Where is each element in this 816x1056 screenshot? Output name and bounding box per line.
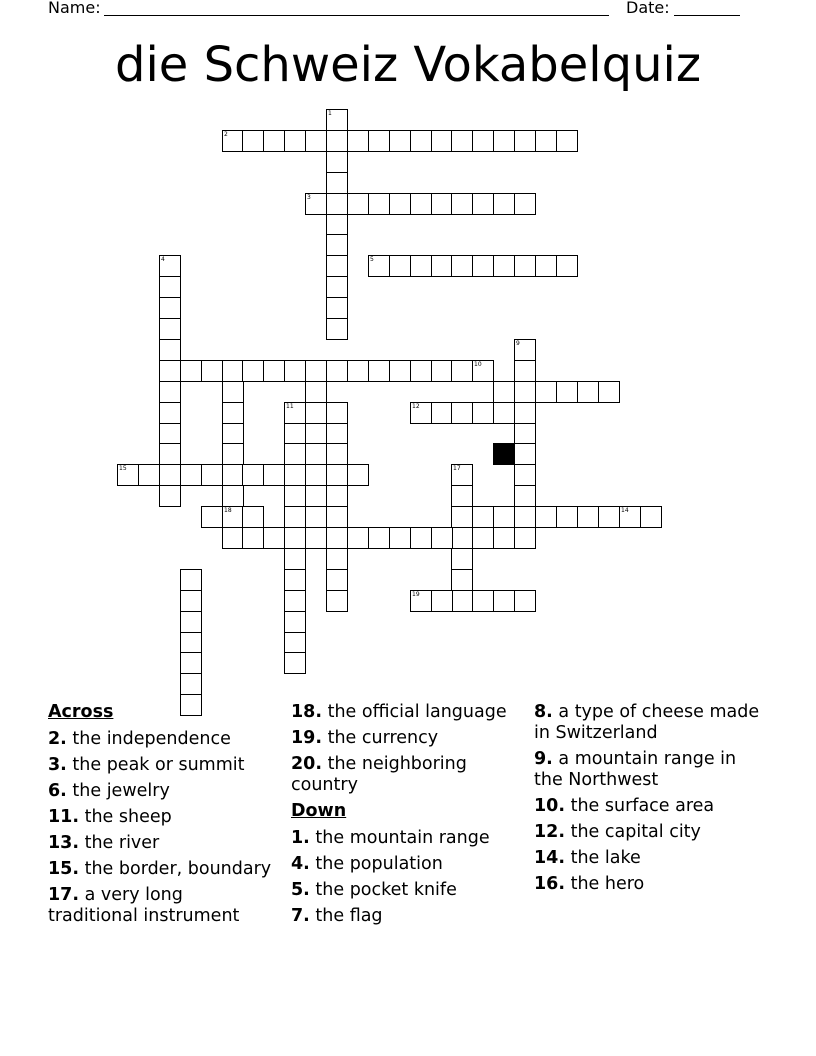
grid-cell[interactable] — [472, 506, 494, 528]
grid-cell[interactable] — [326, 548, 348, 570]
grid-cell[interactable] — [451, 464, 473, 486]
clue-number: 15. — [48, 859, 80, 879]
grid-cell[interactable] — [284, 423, 306, 445]
grid-cell[interactable] — [451, 130, 473, 152]
clue-text: the jewelry — [72, 781, 170, 801]
clue-item — [534, 822, 764, 843]
clue-number: 10. — [534, 796, 566, 816]
grid-cell[interactable] — [451, 402, 473, 424]
grid-cell[interactable] — [493, 193, 515, 215]
grid-cell[interactable] — [159, 276, 181, 298]
cell-number: 14 — [621, 507, 629, 514]
cell-number: 17 — [453, 465, 461, 472]
clue-text: the currency — [327, 728, 439, 748]
cell-number: 19 — [412, 591, 420, 598]
grid-cell[interactable] — [326, 506, 348, 528]
grid-cell[interactable] — [284, 360, 306, 382]
grid-cell[interactable] — [305, 423, 327, 445]
grid-cell[interactable] — [410, 193, 432, 215]
grid-cell[interactable] — [577, 381, 599, 403]
grid-cell[interactable] — [619, 506, 641, 528]
grid-cell[interactable] — [556, 506, 578, 528]
clue-text: the mountain range — [315, 828, 490, 848]
clue-number: 20. — [291, 754, 323, 774]
clue-text: the peak or summit — [72, 755, 245, 775]
grid-cell[interactable] — [326, 360, 348, 382]
grid-cell[interactable] — [514, 485, 536, 507]
grid-cell[interactable] — [159, 339, 181, 361]
clue-item — [534, 749, 764, 791]
grid-cell[interactable] — [284, 590, 306, 612]
clue-text: a very long traditional instrument — [48, 885, 240, 926]
grid-cell[interactable] — [431, 590, 453, 612]
grid-cell[interactable] — [577, 506, 599, 528]
grid-cell[interactable] — [222, 130, 244, 152]
grid-cell[interactable] — [556, 130, 578, 152]
clue-item — [48, 885, 278, 927]
grid-cell[interactable] — [326, 214, 348, 236]
grid-cell[interactable] — [326, 276, 348, 298]
grid-cell[interactable] — [431, 402, 453, 424]
clue-number: 3. — [48, 755, 67, 775]
clue-text: the surface area — [570, 796, 715, 816]
grid-cell[interactable] — [493, 506, 515, 528]
grid-cell[interactable] — [326, 485, 348, 507]
grid-cell[interactable] — [326, 464, 348, 486]
grid-cell[interactable] — [222, 464, 244, 486]
cell-number: 4 — [161, 256, 165, 263]
clue-item — [534, 848, 764, 869]
clue-number: 19. — [291, 728, 323, 748]
grid-cell[interactable] — [326, 527, 348, 549]
grid-cell[interactable] — [326, 590, 348, 612]
grid-cell[interactable] — [326, 130, 348, 152]
grid-cell[interactable] — [514, 527, 536, 549]
grid-cell[interactable] — [514, 402, 536, 424]
grid-cell[interactable] — [472, 360, 494, 382]
clue-item — [48, 807, 278, 828]
grid-cell[interactable] — [347, 464, 369, 486]
clue-number: 9. — [534, 749, 553, 769]
grid-cell[interactable] — [556, 255, 578, 277]
clue-text: the lake — [570, 848, 641, 868]
clue-item — [48, 859, 278, 880]
grid-cell[interactable] — [326, 402, 348, 424]
grid-cell[interactable] — [222, 506, 244, 528]
clue-item — [48, 755, 278, 776]
grid-cell[interactable] — [451, 548, 473, 570]
clue-text: the river — [84, 833, 160, 853]
grid-cell[interactable] — [535, 255, 557, 277]
cell-number: 18 — [224, 507, 232, 514]
clue-number: 17. — [48, 885, 80, 905]
grid-cell[interactable] — [242, 464, 264, 486]
grid-cell[interactable] — [535, 381, 557, 403]
grid-cell[interactable] — [222, 485, 244, 507]
cell-number: 2 — [224, 131, 228, 138]
grid-cell[interactable] — [159, 360, 181, 382]
grid-cell[interactable] — [242, 506, 264, 528]
clue-text: the hero — [570, 874, 645, 894]
grid-cell[interactable] — [493, 402, 515, 424]
grid-cell[interactable] — [222, 360, 244, 382]
grid-cell[interactable] — [222, 443, 244, 465]
clue-item — [291, 906, 521, 927]
grid-cell[interactable] — [159, 255, 181, 277]
grid-cell-blocked — [493, 443, 515, 465]
cell-number: 5 — [370, 256, 374, 263]
grid-cell[interactable] — [389, 527, 411, 549]
grid-cell[interactable] — [389, 255, 411, 277]
grid-cell[interactable] — [431, 130, 453, 152]
grid-cell[interactable] — [326, 172, 348, 194]
grid-cell[interactable] — [493, 255, 515, 277]
grid-cell[interactable] — [159, 297, 181, 319]
grid-cell[interactable] — [201, 360, 223, 382]
grid-cell[interactable] — [347, 130, 369, 152]
grid-cell[interactable] — [410, 360, 432, 382]
grid-cell[interactable] — [180, 360, 202, 382]
grid-cell[interactable] — [514, 360, 536, 382]
grid-cell[interactable] — [305, 360, 327, 382]
page-title: die Schweiz Vokabelquiz — [114, 37, 702, 93]
clue-item — [291, 880, 521, 901]
grid-cell[interactable] — [472, 402, 494, 424]
grid-cell[interactable] — [284, 443, 306, 465]
grid-cell[interactable] — [347, 193, 369, 215]
grid-cell[interactable] — [305, 130, 327, 152]
grid-cell[interactable] — [535, 130, 557, 152]
clue-text: the flag — [315, 906, 383, 926]
clue-item — [48, 781, 278, 802]
grid-cell[interactable] — [493, 130, 515, 152]
grid-cell[interactable] — [514, 443, 536, 465]
grid-cell[interactable] — [410, 590, 432, 612]
clue-number: 8. — [534, 702, 553, 722]
grid-cell[interactable] — [326, 234, 348, 256]
grid-cell[interactable] — [326, 318, 348, 340]
date-label: Date: — [626, 0, 670, 17]
grid-cell[interactable] — [514, 130, 536, 152]
grid-cell[interactable] — [451, 255, 473, 277]
cell-number: 10 — [474, 361, 482, 368]
grid-cell[interactable] — [640, 506, 662, 528]
grid-cell[interactable] — [431, 193, 453, 215]
grid-cell[interactable] — [451, 360, 473, 382]
clues-column-2 — [291, 702, 521, 932]
grid-cell[interactable] — [326, 193, 348, 215]
grid-cell[interactable] — [431, 255, 453, 277]
grid-cell[interactable] — [159, 443, 181, 465]
clue-heading-down: Down — [291, 801, 347, 821]
grid-cell[interactable] — [242, 527, 264, 549]
clue-text: the sheep — [84, 807, 172, 827]
clue-heading-across: Across — [48, 702, 114, 722]
grid-cell[interactable] — [222, 423, 244, 445]
grid-cell[interactable] — [222, 402, 244, 424]
grid-cell[interactable] — [368, 130, 390, 152]
grid-cell[interactable] — [514, 255, 536, 277]
grid-cell[interactable] — [180, 569, 202, 591]
clue-item — [534, 796, 764, 817]
grid-cell[interactable] — [326, 151, 348, 173]
grid-cell[interactable] — [284, 548, 306, 570]
name-label: Name: — [48, 0, 101, 17]
clue-text: the official language — [327, 702, 507, 722]
grid-cell[interactable] — [305, 464, 327, 486]
grid-cell[interactable] — [305, 402, 327, 424]
grid-cell[interactable] — [180, 590, 202, 612]
clue-text: the capital city — [570, 822, 701, 842]
clue-number: 11. — [48, 807, 80, 827]
clue-text: the independence — [72, 729, 231, 749]
grid-cell[interactable] — [326, 443, 348, 465]
clue-item — [534, 874, 764, 895]
clues-column-1 — [48, 702, 278, 932]
grid-cell[interactable] — [242, 130, 264, 152]
clue-number: 18. — [291, 702, 323, 722]
grid-cell[interactable] — [326, 255, 348, 277]
clue-item — [291, 854, 521, 875]
clue-number: 5. — [291, 880, 310, 900]
grid-cell[interactable] — [305, 443, 327, 465]
grid-cell[interactable] — [305, 527, 327, 549]
grid-cell[interactable] — [368, 360, 390, 382]
grid-cell[interactable] — [598, 381, 620, 403]
clue-number: 6. — [48, 781, 67, 801]
grid-cell[interactable] — [263, 360, 285, 382]
grid-cell[interactable] — [284, 632, 306, 654]
grid-cell[interactable] — [201, 506, 223, 528]
grid-cell[interactable] — [347, 360, 369, 382]
grid-cell[interactable] — [493, 381, 515, 403]
grid-cell[interactable] — [180, 652, 202, 674]
grid-cell[interactable] — [410, 527, 432, 549]
grid-cell[interactable] — [514, 464, 536, 486]
grid-cell[interactable] — [284, 402, 306, 424]
grid-cell[interactable] — [389, 130, 411, 152]
grid-cell[interactable] — [159, 423, 181, 445]
grid-cell[interactable] — [389, 360, 411, 382]
clue-number: 7. — [291, 906, 310, 926]
clue-item — [291, 828, 521, 849]
grid-cell[interactable] — [201, 464, 223, 486]
grid-cell[interactable] — [326, 109, 348, 131]
grid-cell[interactable] — [159, 381, 181, 403]
grid-cell[interactable] — [263, 464, 285, 486]
grid-cell[interactable] — [284, 506, 306, 528]
grid-cell[interactable] — [222, 527, 244, 549]
grid-cell[interactable] — [284, 527, 306, 549]
clue-text: the pocket knife — [315, 880, 457, 900]
grid-cell[interactable] — [284, 464, 306, 486]
grid-cell[interactable] — [159, 318, 181, 340]
grid-cell[interactable] — [451, 527, 473, 549]
grid-cell[interactable] — [535, 506, 557, 528]
grid-cell[interactable] — [431, 360, 453, 382]
clue-number: 1. — [291, 828, 310, 848]
clue-item — [291, 754, 521, 796]
grid-cell[interactable] — [472, 527, 494, 549]
grid-cell[interactable] — [451, 590, 473, 612]
clue-item — [48, 729, 278, 750]
grid-cell[interactable] — [472, 255, 494, 277]
grid-cell[interactable] — [117, 464, 139, 486]
clues-column-3 — [534, 702, 764, 900]
grid-cell[interactable] — [389, 193, 411, 215]
grid-cell[interactable] — [514, 506, 536, 528]
clue-text: a mountain range in the Northwest — [534, 749, 737, 790]
clue-item — [48, 833, 278, 854]
cell-number: 3 — [307, 194, 311, 201]
grid-cell[interactable] — [138, 464, 160, 486]
grid-cell[interactable] — [493, 590, 515, 612]
grid-cell[interactable] — [180, 464, 202, 486]
grid-cell[interactable] — [159, 402, 181, 424]
cell-number: 9 — [516, 340, 520, 347]
clue-text: the border, boundary — [84, 859, 272, 879]
grid-cell[interactable] — [159, 485, 181, 507]
clue-item — [534, 702, 764, 744]
grid-cell[interactable] — [514, 423, 536, 445]
grid-cell[interactable] — [263, 527, 285, 549]
grid-cell[interactable] — [347, 527, 369, 549]
grid-cell[interactable] — [451, 485, 473, 507]
grid-cell[interactable] — [305, 381, 327, 403]
clue-item — [291, 702, 521, 723]
clue-number: 4. — [291, 854, 310, 874]
grid-cell[interactable] — [514, 381, 536, 403]
grid-cell[interactable] — [180, 611, 202, 633]
grid-cell[interactable] — [326, 569, 348, 591]
cell-number: 11 — [286, 403, 294, 410]
grid-cell[interactable] — [472, 130, 494, 152]
grid-cell[interactable] — [180, 673, 202, 695]
grid-cell[interactable] — [451, 193, 473, 215]
grid-cell[interactable] — [410, 402, 432, 424]
cell-number: 1 — [328, 110, 332, 117]
grid-cell[interactable] — [451, 569, 473, 591]
grid-cell[interactable] — [326, 297, 348, 319]
grid-cell[interactable] — [159, 464, 181, 486]
grid-cell[interactable] — [368, 527, 390, 549]
grid-cell[interactable] — [410, 255, 432, 277]
grid-cell[interactable] — [598, 506, 620, 528]
clue-text: the population — [315, 854, 443, 874]
grid-cell[interactable] — [326, 423, 348, 445]
grid-cell[interactable] — [472, 590, 494, 612]
cell-number: 12 — [412, 403, 420, 410]
grid-cell[interactable] — [556, 381, 578, 403]
grid-cell[interactable] — [305, 193, 327, 215]
grid-cell[interactable] — [431, 527, 453, 549]
grid-cell[interactable] — [305, 485, 327, 507]
grid-cell[interactable] — [368, 193, 390, 215]
clue-text: the neighboring country — [291, 754, 467, 795]
grid-cell[interactable] — [180, 632, 202, 654]
clue-number: 13. — [48, 833, 80, 853]
clue-text: a type of cheese made in Switzerland — [534, 702, 760, 743]
grid-cell[interactable] — [410, 130, 432, 152]
grid-cell[interactable] — [284, 569, 306, 591]
grid-cell[interactable] — [368, 255, 390, 277]
grid-cell[interactable] — [284, 652, 306, 674]
grid-cell[interactable] — [242, 360, 264, 382]
cell-number: 15 — [119, 465, 127, 472]
grid-cell[interactable] — [222, 381, 244, 403]
grid-cell[interactable] — [284, 130, 306, 152]
clue-number: 12. — [534, 822, 566, 842]
clue-item — [291, 728, 521, 749]
grid-cell[interactable] — [514, 193, 536, 215]
grid-cell[interactable] — [493, 527, 515, 549]
grid-cell[interactable] — [472, 193, 494, 215]
grid-cell[interactable] — [284, 611, 306, 633]
grid-cell[interactable] — [284, 485, 306, 507]
grid-cell[interactable] — [514, 590, 536, 612]
grid-cell[interactable] — [263, 130, 285, 152]
clue-number: 2. — [48, 729, 67, 749]
clue-number: 16. — [534, 874, 566, 894]
grid-cell[interactable] — [514, 339, 536, 361]
grid-cell[interactable] — [451, 506, 473, 528]
clue-number: 14. — [534, 848, 566, 868]
